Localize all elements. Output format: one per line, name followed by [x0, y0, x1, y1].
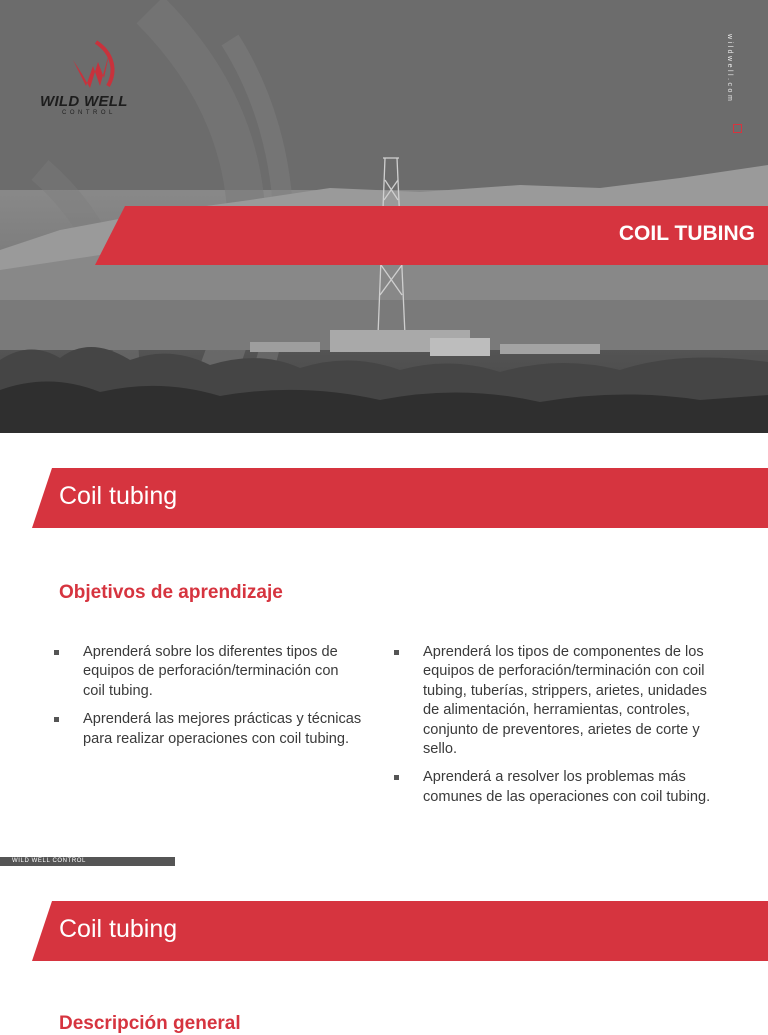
logo-subtitle: CONTROL [62, 110, 116, 116]
cover-slide [0, 0, 768, 433]
slide2-title: Coil tubing [59, 482, 178, 510]
learning-objectives-heading: Objetivos de aprendizaje [59, 582, 283, 603]
bullet-square-icon [394, 775, 399, 780]
list-item: Aprenderá los tipos de componentes de los equipos de perforación/terminación con coil tubing, tuberías, strippers, arietes, unidades de alimentación, herramientas, controles, conjunto de preventores, arietes de corte y sello. [394, 643, 714, 759]
square-marker-icon [733, 124, 742, 133]
overview-heading: Descripción general [59, 1013, 241, 1034]
footer-brand: WILD WELL CONTROL [12, 858, 86, 864]
objectives-list-right [394, 643, 714, 816]
list-item: Aprenderá a resolver los problemas más comunes de las operaciones con coil tubing. [394, 768, 714, 807]
bullet-square-icon [394, 650, 399, 655]
objectives-list-left [54, 643, 364, 758]
slide3-title: Coil tubing [59, 915, 178, 943]
list-item: Aprenderá las mejores prácticas y técnicas para realizar operaciones con coil tubing. [54, 710, 364, 749]
logo-wordmark: WILD WELL [40, 93, 128, 110]
bullet-square-icon [54, 717, 59, 722]
website-url: wildwell.com [726, 34, 733, 104]
list-item: Aprenderá sobre los diferentes tipos de equipos de perforación/terminación con coil tubing. [54, 643, 364, 701]
cover-title: COIL TUBING [618, 222, 755, 245]
bullet-square-icon [54, 650, 59, 655]
